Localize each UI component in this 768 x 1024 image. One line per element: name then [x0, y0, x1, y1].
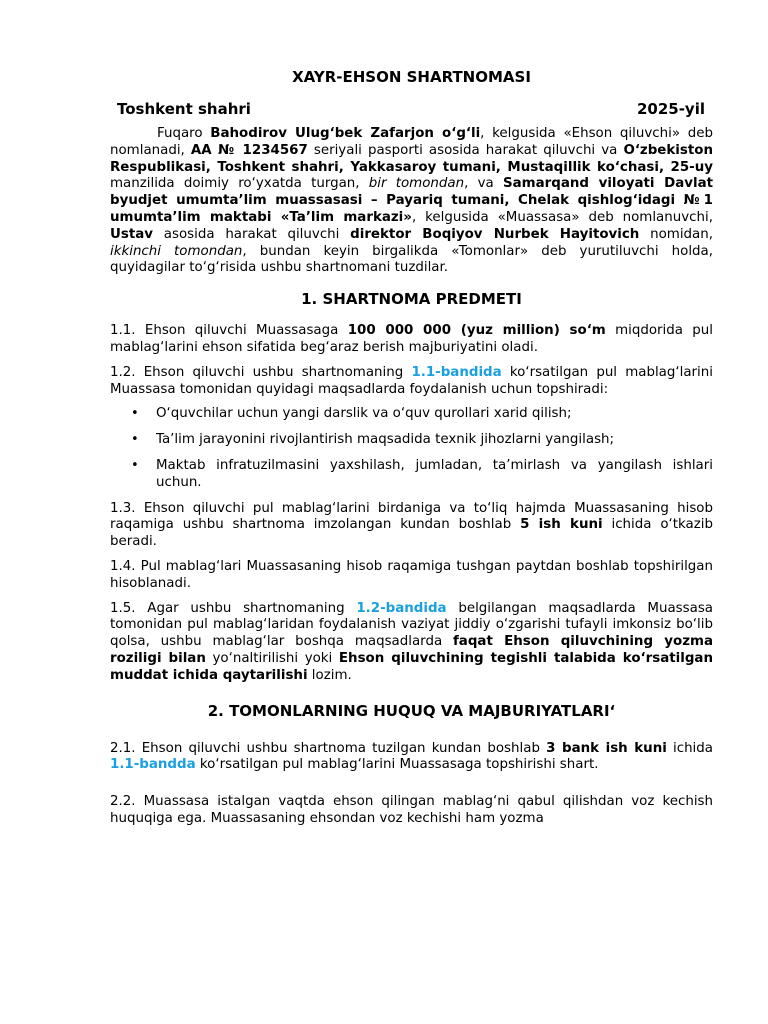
- clause-1-1: [110, 323, 713, 357]
- bold-text: AA № 1234567: [190, 142, 308, 158]
- text-run: manzilida doimiy ro‘yxatda turgan,: [110, 176, 369, 192]
- text-run: yo‘naltirilishi yoki: [205, 650, 339, 666]
- clause-reference-link[interactable]: 1.1-bandda: [110, 757, 196, 773]
- document-page: [110, 66, 713, 836]
- list-item: [131, 457, 713, 492]
- list-item-text: Ta’lim jarayonini rivojlantirish maqsadida texnik jihozlarni yangilash;: [156, 432, 615, 448]
- text-run: ko‘rsatilgan pul mablag‘larini Muassasa tomonidan quyidagi maqsadlarda foydalanish uchun topshiradi:: [110, 364, 713, 397]
- text-run: asosida harakat qiluvchi: [153, 226, 351, 242]
- bold-text: Ustav: [110, 226, 154, 242]
- text-run: lozim.: [307, 667, 352, 683]
- text-run: ichida o‘tkazib beradi.: [110, 517, 714, 550]
- list-item: [131, 406, 713, 423]
- text-run: 1.3. Ehson qiluvchi pul mablag‘larini birdaniga va to‘liq hajmda Muassasaning hisob raqamiga ushbu shartnoma imzolangan kundan boshlab: [110, 500, 713, 533]
- bold-text: Ehson qiluvchining tegishli talabida ko‘rsatilgan muddat ichida qaytarilishi: [110, 650, 713, 683]
- bold-text: 3 bank ish kuni: [546, 740, 667, 756]
- section-1-heading: 1. SHARTNOMA PREDMETI: [301, 290, 522, 309]
- clause-1-3: [110, 501, 713, 551]
- list-item-text: Maktab infratuzilmasini yaxshilash, jumladan, ta’mirlash va yangilash ishlari uchun.: [156, 457, 713, 490]
- bold-text: faqat Ehson qiluvchining yozma roziligi bilan: [110, 634, 713, 666]
- text-run: 1.4. Pul mablag‘lari Muassasaning hisob raqamiga tushgan paytdan boshlab topshirilgan hisoblanadi.: [110, 558, 713, 591]
- text-run: ko‘rsatilgan pul mablag‘larini Muassasaga topshirishi shart.: [195, 757, 599, 773]
- text-run: , va: [464, 176, 503, 192]
- bullet-icon: •: [131, 457, 139, 473]
- text-run: 2.2. Muassasa istalgan vaqtda ehson qilingan mablag‘ni qabul qilishdan voz kechish huquqiga ega. Muassasaning ehsondan voz kechishi ham yozma: [110, 794, 713, 826]
- text-run: Fuqaro: [157, 126, 211, 141]
- bold-text: 100 000 000 (yuz million) so‘m: [347, 323, 606, 339]
- text-run: 2.1. Ehson qiluvchi ushbu shartnoma tuzilgan kundan boshlab: [110, 740, 547, 756]
- text-run: 1.1. Ehson qiluvchi Muassasaga: [110, 323, 348, 339]
- clause-1-5: [110, 601, 713, 685]
- clause-reference-link[interactable]: 1.2-bandida: [356, 600, 447, 616]
- text-run: ichida: [666, 740, 713, 756]
- text-run: 1.2. Ehson qiluvchi ushbu shartnomaning: [110, 364, 412, 380]
- bold-text: 5 ish kuni: [520, 517, 603, 533]
- clause-2-2: [110, 794, 713, 828]
- bold-text: Samarqand viloyati Davlat byudjet umumta’lim muassasasi – Payariq tumani, Chelak qishlog‘idagi №1 umumta’lim maktabi «Ta’lim markazi»: [110, 176, 714, 225]
- italic-text: bir tomondan: [368, 176, 465, 192]
- bold-text: O‘zbekiston Respublikasi, Toshkent shahri, Yakkasaroy tumani, Mustaqillik ko‘chasi, 25-uy: [110, 142, 713, 175]
- document-title: XAYR-EHSON SHARTNOMASI: [292, 68, 531, 86]
- city-label: Toshkent shahri: [117, 100, 251, 118]
- bold-text: direktor Boqiyov Nurbek Hayitovich: [350, 226, 640, 242]
- list-item-text: O‘quvchilar uchun yangi darslik va o‘quv qurollari xarid qilish;: [156, 406, 572, 422]
- text-run: 1.5. Agar ushbu shartnomaning: [110, 600, 357, 616]
- clause-reference-link[interactable]: 1.1-bandida: [411, 364, 502, 380]
- text-run: nomidan,: [639, 226, 714, 242]
- text-run: belgilangan maqsadlarda Muassasa tomonidan pul mablag‘laridan foydalanish vaziyat jiddiy o‘zgarishi tufayli imkonsiz bo‘lib qolsa, ushbu mablag‘lar boshqa maqsadlarda: [110, 600, 714, 650]
- list-item: [131, 432, 713, 449]
- intro-paragraph: [110, 126, 713, 277]
- text-run: , kelgusida «Ehson qiluvchi» deb nomlanadi,: [110, 126, 713, 158]
- place-date-line: [110, 98, 713, 120]
- text-run: miqdorida pul mablag‘larini ehson sifatida beg‘araz berish majburiyatini oladi.: [110, 323, 714, 355]
- purpose-list: [110, 406, 713, 491]
- section-2-heading: 2. TOMONLARNING HUQUQ VA MAJBURIYATLARI‘: [207, 701, 616, 720]
- clause-2-1: [110, 741, 713, 775]
- bullet-icon: •: [131, 432, 139, 448]
- clause-1-2: [110, 365, 713, 399]
- bullet-icon: •: [131, 406, 139, 422]
- italic-text: ikkinchi tomondan: [110, 243, 243, 259]
- paragraph-spacer: [110, 782, 713, 794]
- text-run: , kelgusida «Muassasa» deb nomlanuvchi,: [411, 209, 713, 225]
- text-run: , bundan keyin birgalikda «Tomonlar» deb yurutiluvchi holda, quyidagilar to‘g‘risida ushbu shartnomani tuzdilar.: [110, 243, 713, 276]
- text-run: seriyali pasporti asosida harakat qiluvchi va: [307, 142, 624, 158]
- clause-1-4: [110, 559, 713, 593]
- bold-text: Bahodirov Ulug‘bek Zafarjon o‘g‘li: [210, 126, 481, 141]
- year-label: 2025-yil: [636, 100, 705, 118]
